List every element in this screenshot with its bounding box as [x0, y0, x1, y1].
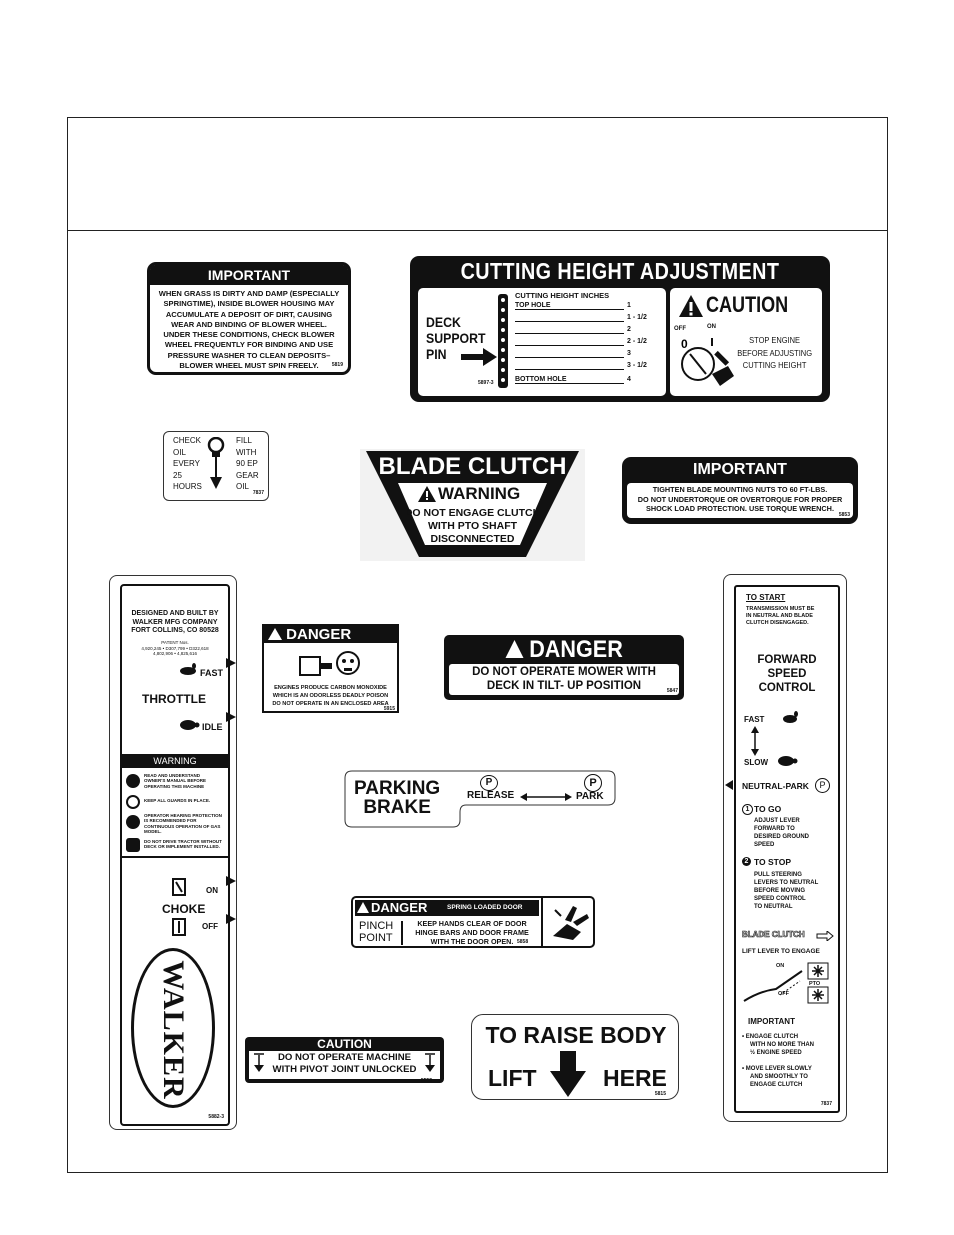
to-go-text: ADJUST LEVER FORWARD TO DESIRED GROUND SPEED — [754, 818, 810, 848]
warning-triangle-icon — [505, 640, 523, 658]
decal-header: IMPORTANT — [150, 265, 348, 285]
decal-header — [456, 636, 672, 664]
svg-text:0: 0 — [681, 337, 688, 351]
warning-triangle-icon — [678, 294, 704, 318]
rabbit-icon — [178, 663, 198, 675]
decal-body: TIGHTEN BLADE MOUNTING NUTS TO 60 FT-LBS. DO NOT UNDERTORQUE OR OVERTORQUE FOR PROPER SHOCK LOAD PROTECTION. USE TORQUE WRENCH. — [627, 483, 853, 518]
step-number: 1 — [742, 804, 753, 815]
off-label: OFF — [674, 326, 686, 332]
important-torque-decal — [622, 457, 858, 524]
caution-word: CAUTION — [706, 292, 789, 317]
park-label: PARK — [576, 791, 604, 802]
table-row: 3 — [515, 350, 660, 360]
choke-off-label: OFF — [202, 922, 218, 931]
decal-code: 5858 — [517, 939, 529, 945]
to-start-heading: TO START — [746, 593, 786, 602]
here-label: HERE — [603, 1065, 667, 1091]
danger-word: DANGER — [371, 900, 428, 915]
maker-text: DESIGNED AND BUILT BY WALKER MFG COMPANY FORT COLLINS, CO 80528 — [131, 610, 219, 634]
arrow-down-icon — [253, 1053, 265, 1073]
warning-word: WARNING — [153, 756, 197, 766]
decal-code: 5815 — [654, 1091, 666, 1097]
decal-code: 7837 — [820, 1101, 832, 1107]
turtle-icon — [178, 719, 200, 731]
strip-inner — [120, 584, 230, 1126]
pinch-point-label: PINCH POINT — [359, 920, 394, 944]
idle-label: IDLE — [202, 722, 223, 732]
table-row: BOTTOM HOLE 4 — [515, 376, 631, 383]
on-pointer-icon — [226, 876, 236, 886]
outline-arrow-icon — [816, 931, 834, 941]
ignition-key-icon — [676, 336, 740, 392]
decal-body: DO NOT OPERATE MOWER WITH DECK IN TILT- UP POSITION — [449, 664, 679, 695]
divider — [541, 898, 543, 946]
text-line: ACCUMULATE A DEPOSIT OF DIRT, CAUSING — [165, 309, 333, 319]
important-heading: IMPORTANT — [748, 1017, 795, 1026]
decal-header: IMPORTANT — [693, 461, 787, 478]
choke-label: CHOKE — [162, 902, 206, 916]
arrow-right-icon — [461, 348, 497, 366]
decal-code: 5847 — [666, 688, 678, 694]
table-row: 1 - 1/2 — [515, 314, 660, 324]
danger-word: DANGER — [529, 636, 623, 663]
table-row: 2 — [515, 326, 660, 336]
off-label: OFF — [778, 991, 789, 997]
danger-tilt-decal — [444, 635, 684, 700]
table-row: TOP HOLE 1 — [515, 302, 631, 309]
decal-code: 5882-3 — [208, 1114, 224, 1120]
list-item: KEEP ALL GUARDS IN PLACE. — [124, 794, 224, 812]
text-line: BLOWER WHEEL MUST SPIN FREELY. — [179, 361, 319, 371]
to-stop-text: PULL STEERING LEVERS TO NEUTRAL BEFORE MOVING SPEED CONTROL TO NEUTRAL — [754, 872, 819, 910]
decal-code: 5853 — [838, 512, 850, 518]
start-text: TRANSMISSION MUST BE IN NEUTRAL AND BLADE CLUTCH DISENGAGED. — [746, 606, 815, 626]
decal-code: 5915 — [383, 706, 395, 712]
text-line: WEAR AND BINDING OF BLOWER WHEEL. — [171, 319, 327, 329]
important-item-2: • MOVE LEVER SLOWLY AND SMOOTHLY TO ENGAGE CLUTCH — [742, 1066, 812, 1088]
dipstick-icon — [206, 437, 226, 491]
pin-hole-strip — [498, 294, 508, 388]
decal-body — [150, 285, 348, 371]
slow-label: SLOW — [744, 758, 768, 767]
danger-pinch-point-decal — [351, 896, 595, 948]
warning-triangle-icon — [418, 486, 436, 502]
decal-body: KEEP HANDS CLEAR OF DOOR HINGE BARS AND DOOR FRAME WITH THE DOOR OPEN. — [415, 919, 529, 946]
turtle-icon — [776, 755, 798, 767]
engine-exhaust-skull-icon — [296, 647, 366, 683]
list-item: READ AND UNDERSTAND OWNER'S MANUAL BEFORE OPERATING THIS MACHINE — [124, 772, 224, 794]
stop-engine-text — [737, 334, 812, 372]
neutral-park-label: NEUTRAL-PARK — [742, 781, 809, 791]
text-line: UNDER THESE CONDITIONS, CHECK BLOWER — [163, 330, 335, 340]
text-line: PRESSURE WASHER TO CLEAN DEPOSITS– — [167, 350, 331, 360]
arrow-down-icon — [550, 1051, 586, 1097]
raise-body-decal — [471, 1014, 679, 1100]
table-header: CUTTING HEIGHT INCHES — [515, 291, 610, 300]
clutch-lever-icon — [740, 961, 836, 1005]
decal-code: 5806 — [506, 546, 518, 552]
fast-label: FAST — [200, 668, 224, 678]
check-oil-decal — [163, 431, 269, 501]
step-number: 2 — [742, 857, 751, 866]
on-label: ON — [776, 963, 785, 969]
warning-triangle-icon — [357, 902, 369, 913]
parking-brake-decal — [344, 770, 616, 828]
decal-header — [264, 626, 397, 643]
hand-pinch-icon — [547, 902, 591, 942]
table-row: 2 - 1/2 — [515, 338, 660, 348]
text-line: BEFORE ADJUSTING — [737, 347, 812, 358]
choke-off-icon — [172, 918, 186, 936]
decal-body: DO NOT OPERATE MACHINE WITH PIVOT JOINT UNLOCKED — [249, 1051, 440, 1079]
decal-title: BLADE CLUTCH — [378, 453, 567, 480]
warning-list — [124, 772, 224, 856]
decal-title: CUTTING HEIGHT ADJUSTMENT — [460, 258, 780, 284]
header-band — [68, 118, 887, 231]
text-line: WHEN GRASS IS DIRTY AND DAMP (ESPECIALLY — [158, 289, 340, 298]
double-arrow-icon — [520, 792, 572, 802]
operator-manual-icon — [126, 774, 140, 788]
park-p-icon: P — [584, 774, 602, 792]
list-item: OPERATOR HEARING PROTECTION IS RECOMMENDED FOR CONTINUOUS OPERATION OF GAS MODEL. — [124, 812, 224, 836]
decal-code: 5819 — [331, 362, 343, 368]
text-line: DECK — [426, 314, 461, 330]
hearing-protection-icon — [126, 815, 140, 829]
check-oil-text: CHECK OIL EVERY 25 HOURS — [173, 436, 202, 492]
decal-body: DO NOT ENGAGE CLUTCH WITH PTO SHAFT DISCONNECTED — [404, 507, 541, 545]
caution-panel — [670, 288, 822, 396]
important-blower-decal — [147, 262, 351, 375]
brand-text: WALKER — [157, 960, 190, 1100]
decal-code: 7837 — [252, 490, 264, 496]
speed-control-strip — [723, 574, 847, 1122]
caution-pivot-decal — [245, 1037, 444, 1083]
fast-pointer-icon — [226, 658, 236, 668]
walker-logo — [131, 948, 215, 1108]
park-p-icon: P — [815, 778, 830, 793]
text-line: WHEEL FREQUENTLY FOR BINDING AND USE — [164, 340, 334, 350]
throttle-choke-strip — [109, 575, 237, 1130]
strip-inner — [734, 585, 840, 1113]
blade-clutch-decal — [360, 449, 585, 561]
decal-code: 5553 — [420, 1078, 432, 1084]
danger-word: DANGER — [286, 626, 352, 643]
text-line: PIN — [426, 346, 447, 362]
neutral-pointer-icon — [725, 780, 733, 790]
arrow-down-icon — [424, 1053, 436, 1073]
tractor-icon — [126, 838, 140, 852]
warning-word: WARNING — [438, 484, 521, 503]
lift-lever-text: LIFT LEVER TO ENGAGE — [742, 948, 820, 955]
to-stop-heading: TO STOP — [754, 857, 792, 867]
divider — [122, 856, 228, 858]
text-line: CUTTING HEIGHT — [742, 360, 807, 370]
decal-body: ENGINES PRODUCE CARBON MONOXIDE WHICH IS AN ODORLESS DEADLY POISON DO NOT OPERATE IN AN ENCLOSED AREA — [272, 685, 389, 707]
guard-icon — [126, 795, 140, 809]
lift-label: LIFT — [488, 1065, 537, 1091]
cutting-height-decal — [410, 256, 830, 402]
throttle-label: THROTTLE — [142, 692, 206, 706]
fast-label: FAST — [744, 715, 765, 724]
warning-triangle-icon — [268, 628, 282, 640]
decal-code: 5897-3 — [478, 380, 494, 386]
release-label: RELEASE — [467, 790, 515, 801]
fill-oil-text: FILL WITH 90 EP GEAR OIL — [236, 436, 259, 492]
decal-header: CAUTION — [317, 1037, 372, 1051]
important-item-1: • ENGAGE CLUTCH WITH NO MORE THAN ½ ENGINE SPEED — [742, 1034, 814, 1056]
rabbit-icon — [782, 711, 800, 723]
to-go-heading: TO GO — [754, 804, 782, 814]
warning-bar — [122, 754, 228, 768]
text-line: STOP ENGINE — [749, 335, 801, 345]
patent-text: PATENT Nos. 4,920,245 • D307,799 • D322,618 4,802,906 • 4,825,616 — [141, 640, 209, 656]
release-p-icon: P — [480, 775, 498, 791]
table-row: 3 - 1/2 — [515, 362, 660, 372]
up-down-arrow-icon — [750, 726, 760, 756]
divider — [401, 921, 403, 945]
idle-pointer-icon — [226, 712, 236, 722]
decal-header — [355, 900, 539, 916]
list-item: DO NOT DRIVE TRACTOR WITHOUT DECK OR IMPLEMENT INSTALLED. — [124, 836, 224, 856]
raise-title: TO RAISE BODY — [485, 1022, 667, 1048]
danger-sub: SPRING LOADED DOOR — [447, 904, 523, 911]
height-table-panel — [418, 288, 666, 396]
off-pointer-icon — [226, 914, 236, 924]
choke-on-label: ON — [206, 886, 218, 895]
forward-speed-control-label: FORWARD SPEED CONTROL — [757, 654, 817, 694]
text-line: SPRINGTIME), INSIDE BLOWER HOUSING MAY — [163, 299, 335, 309]
blade-clutch-heading: BLADE CLUTCH — [742, 930, 805, 939]
text-line: SUPPORT — [426, 330, 486, 346]
on-label: ON — [707, 324, 716, 330]
parking-brake-title: PARKING BRAKE — [354, 778, 441, 818]
danger-carbon-monoxide-decal — [262, 624, 399, 713]
choke-on-icon — [172, 878, 186, 896]
pto-label: PTO — [809, 981, 821, 987]
